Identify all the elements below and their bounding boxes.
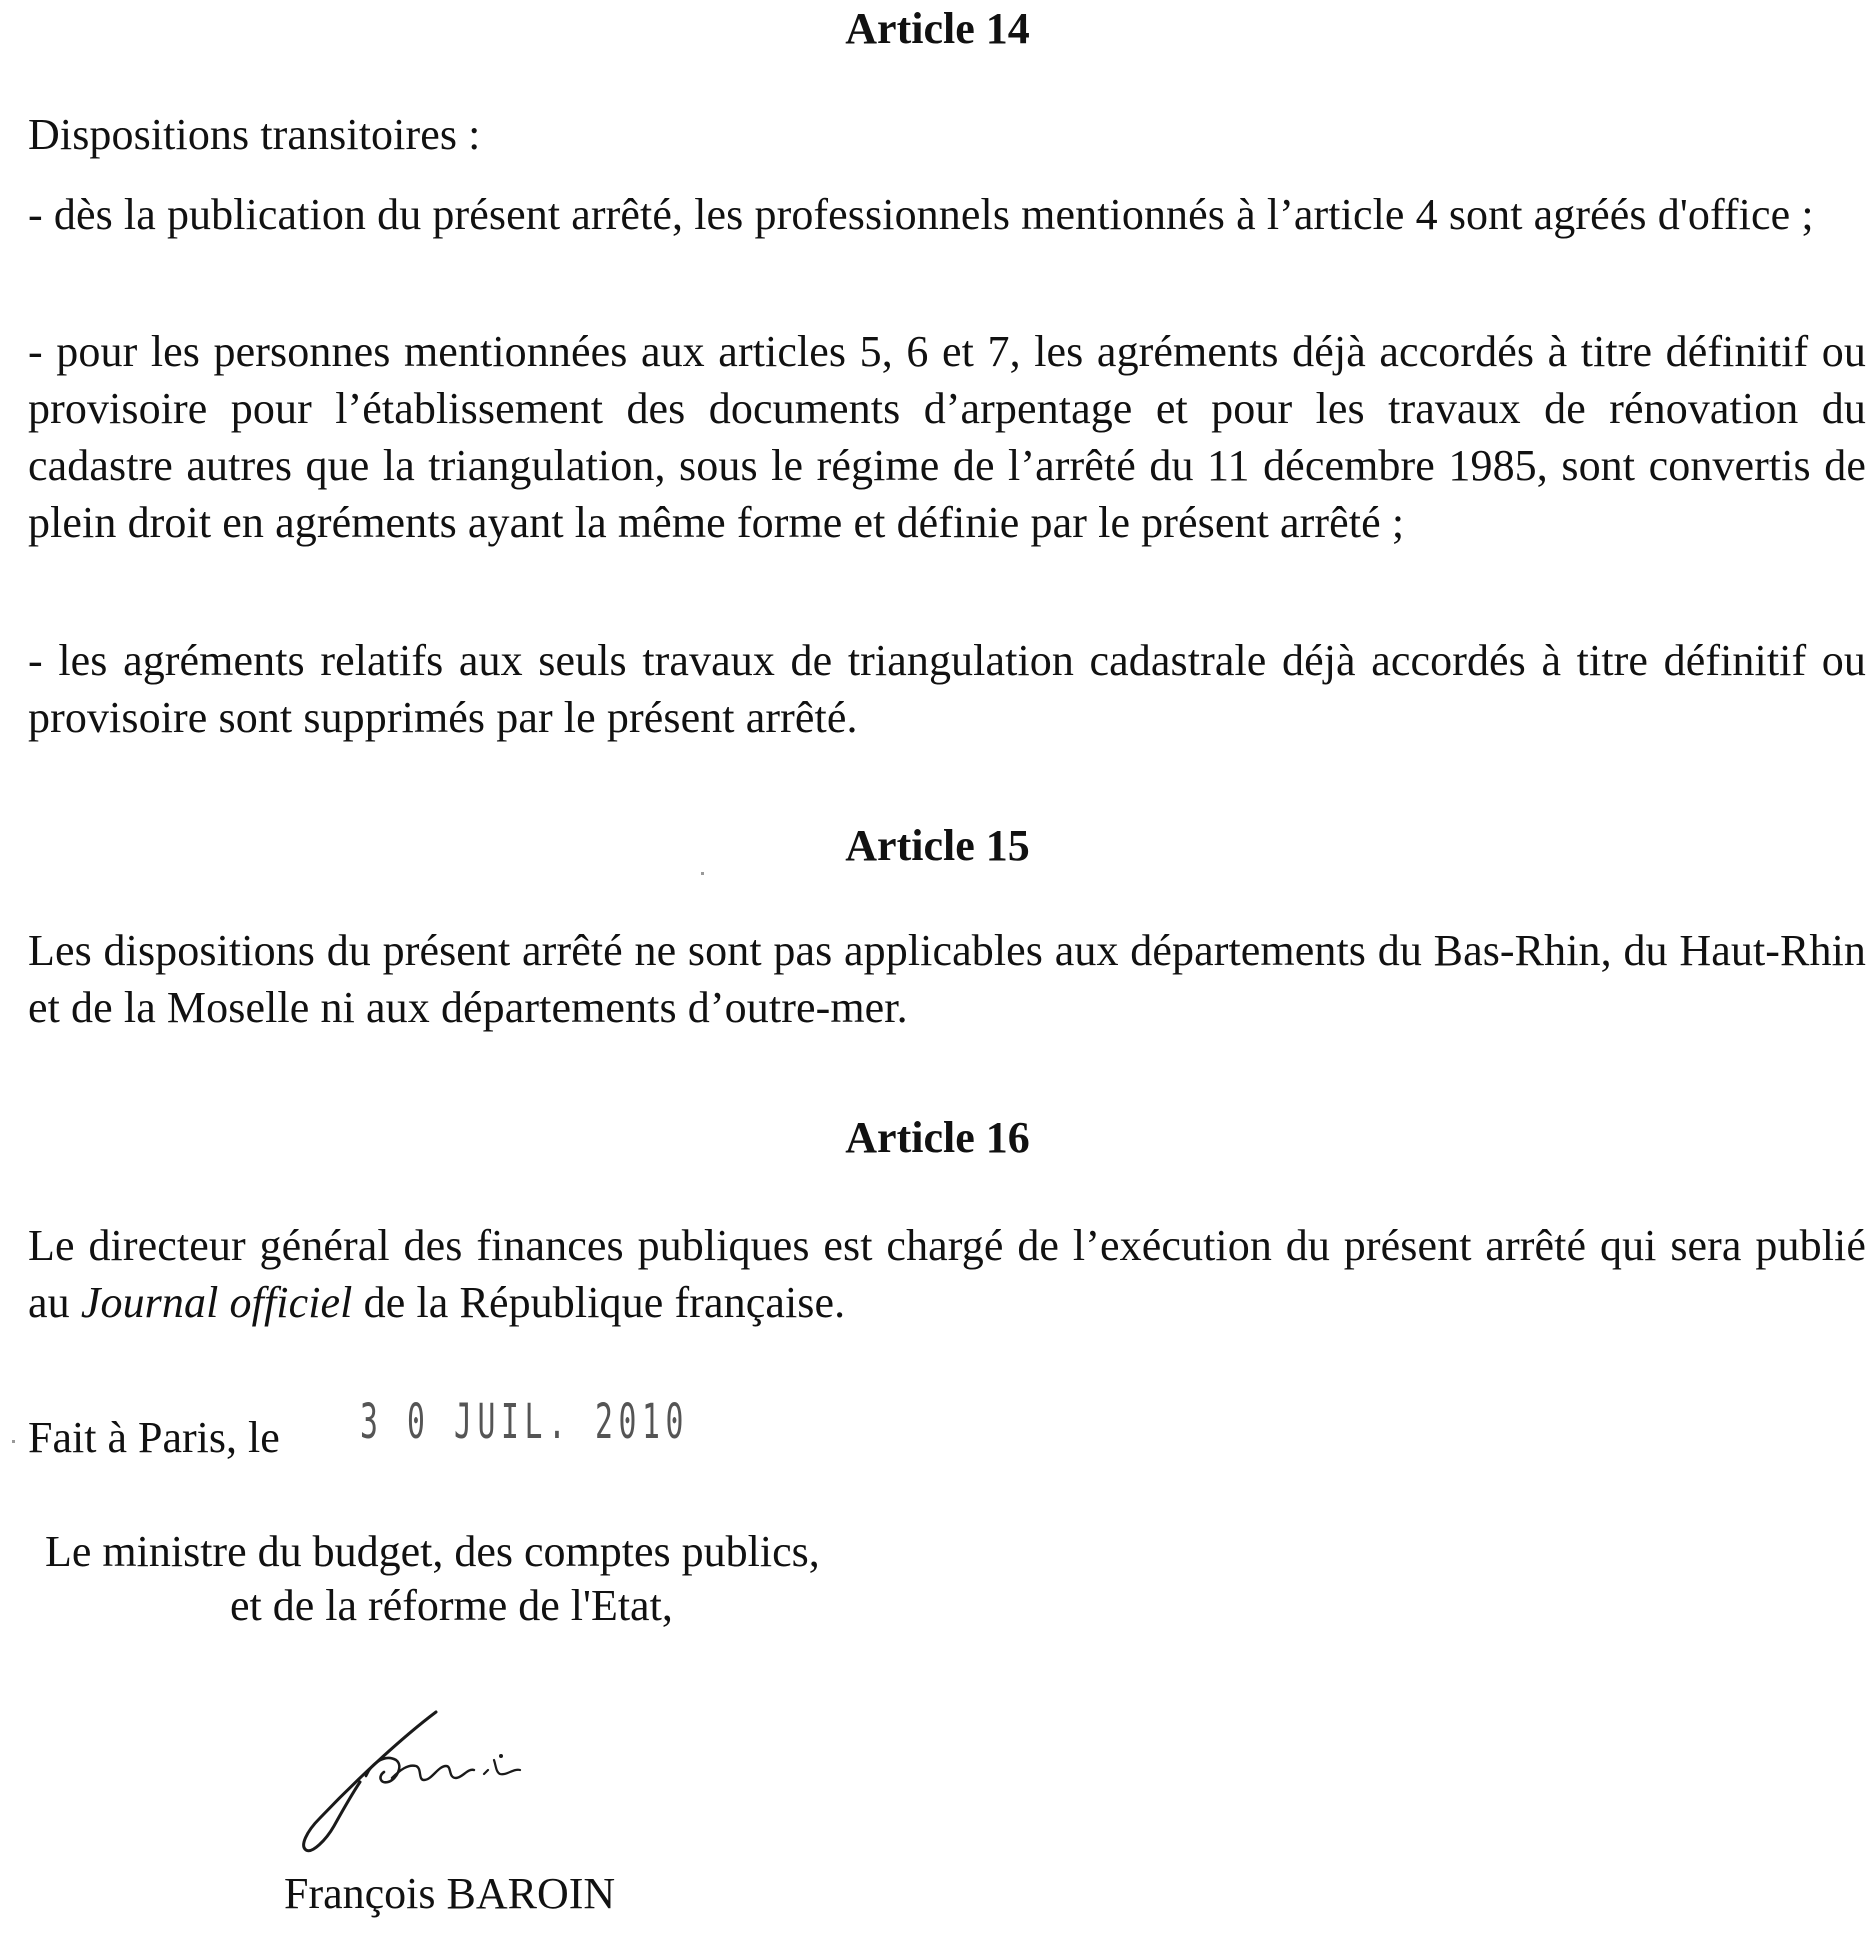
article-15-text: Les dispositions du présent arrêté ne sont pas applicables aux départements du Bas-Rhin, du Haut-Rhin et de la Moselle ni aux départements d’outre-mer. — [28, 926, 1866, 1032]
minister-title-line-2: et de la réforme de l'Etat, — [230, 1581, 673, 1630]
scan-speck — [701, 872, 704, 875]
article-14-heading: Article 14 — [845, 4, 1030, 53]
scan-speck — [12, 1440, 15, 1443]
article-14-intro: Dispositions transitoires : — [28, 110, 481, 159]
journal-officiel-title: Journal officiel — [80, 1278, 353, 1327]
date-stamp: 3 0 JUIL. 2010 — [360, 1394, 689, 1450]
place-and-date-label: Fait à Paris, le — [28, 1413, 280, 1462]
article-14-item-3: - les agréments relatifs aux seuls travaux de triangulation cadastrale déjà accordés à titre définitif ou provisoire sont supprimés par le présent arrêté. — [28, 636, 1866, 742]
article-14-item-1: - dès la publication du présent arrêté, les professionnels mentionnés à l’article 4 sont agréés d'office ; — [28, 190, 1814, 239]
article-16-text — [28, 1217, 1866, 1331]
article-14-item-2: - pour les personnes mentionnées aux articles 5, 6 et 7, les agréments déjà accordés à titre définitif ou provisoire pour l’établissement des documents d’arpentage et pour les travaux de rénovation du cadastre autres que la triangulation, sous le régime de l’arrêté du 11 décembre 1985, sont convertis de plein droit en agréments ayant la même forme et définie par le présent arrêté ; — [28, 327, 1866, 547]
article-15-heading: Article 15 — [845, 821, 1030, 870]
article-16-text-start: Le directeur général des finances publiques est chargé de l’exécution du présent arrêté qui sera publié au — [28, 1221, 1866, 1327]
article-16-text-end: de la République française. — [352, 1278, 846, 1327]
article-16-heading: Article 16 — [845, 1113, 1030, 1162]
handwritten-signature — [296, 1708, 586, 1858]
minister-title-line-1: Le ministre du budget, des comptes publics, — [45, 1527, 820, 1576]
signatory-name: François BAROIN — [284, 1869, 616, 1918]
